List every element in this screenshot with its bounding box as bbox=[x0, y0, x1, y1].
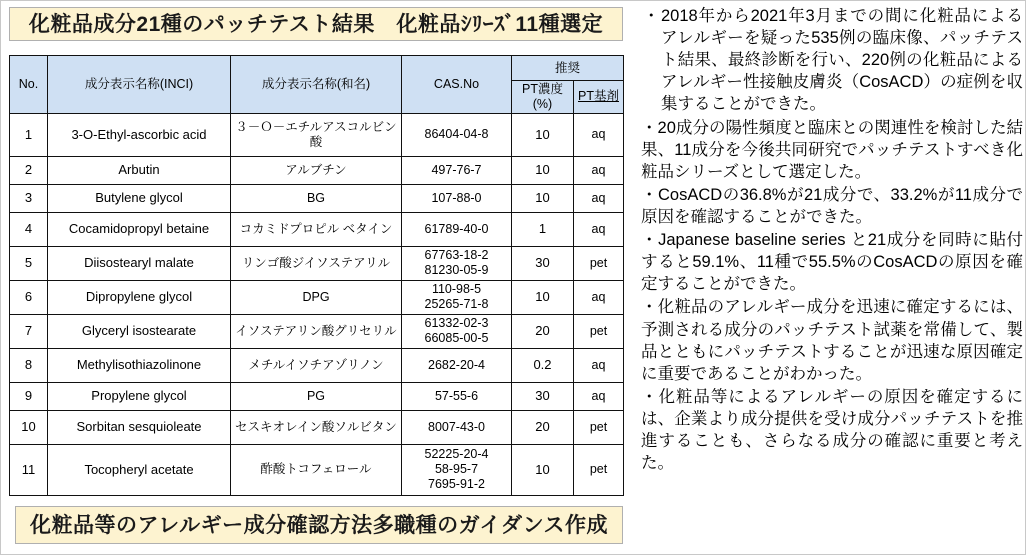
cell-cas: 86404-04-8 bbox=[402, 113, 512, 156]
table-row bbox=[10, 280, 624, 314]
cell-cas: 107-88-0 bbox=[402, 184, 512, 212]
table-row bbox=[10, 113, 624, 156]
table-row bbox=[10, 156, 624, 184]
title-banner-bottom: 化粧品等のアレルギー成分確認方法多職種のガイダンス作成 bbox=[15, 506, 623, 544]
cell-pt-concentration: 10 bbox=[512, 156, 574, 184]
cell-inci: Sorbitan sesquioleate bbox=[48, 410, 231, 444]
cell-no: 9 bbox=[10, 382, 48, 410]
cell-pt-concentration: 30 bbox=[512, 382, 574, 410]
cell-pt-concentration: 20 bbox=[512, 410, 574, 444]
cell-pt-base: aq bbox=[574, 382, 624, 410]
cell-inci: Dipropylene glycol bbox=[48, 280, 231, 314]
cell-pt-concentration: 30 bbox=[512, 246, 574, 280]
cell-pt-base: aq bbox=[574, 156, 624, 184]
cell-pt-base: pet bbox=[574, 246, 624, 280]
cell-cas: 2682-20-4 bbox=[402, 348, 512, 382]
note-item: ・ 2018年から2021年3月までの間に化粧品によるアレルギーを疑った535例の臨床像、パッチテスト結果、最終診断を行い、220例の化粧品によるアレルギー性接触皮膚炎（CosACD）の症例を収集することができた。 bbox=[643, 7, 1023, 114]
cell-jname: 酢酸トコフェロール bbox=[231, 444, 402, 495]
col-header-no: No. bbox=[10, 56, 48, 114]
cell-jname: コカミドプロピル ベタイン bbox=[231, 212, 402, 246]
table-row bbox=[10, 246, 624, 280]
cell-cas: 61789-40-0 bbox=[402, 212, 512, 246]
table-row bbox=[10, 444, 624, 495]
cell-no: 5 bbox=[10, 246, 48, 280]
col-header-recommend: 推奨 bbox=[512, 56, 624, 81]
cell-cas: 8007-43-0 bbox=[402, 410, 512, 444]
cell-jname: リンゴ酸ジイソステアリル bbox=[231, 246, 402, 280]
cell-no: 2 bbox=[10, 156, 48, 184]
col-header-pt-concentration: PT濃度(%) bbox=[512, 81, 574, 114]
cell-pt-base: aq bbox=[574, 348, 624, 382]
cell-inci: Tocopheryl acetate bbox=[48, 444, 231, 495]
bullet-icon: ・ bbox=[643, 7, 660, 25]
cell-inci: Glyceryl isostearate bbox=[48, 314, 231, 348]
cell-jname: ３－Ｏ－エチルアスコルビン酸 bbox=[231, 113, 402, 156]
cell-jname: アルブチン bbox=[231, 156, 402, 184]
cell-pt-concentration: 1 bbox=[512, 212, 574, 246]
cell-pt-concentration: 10 bbox=[512, 184, 574, 212]
table-body bbox=[10, 113, 624, 495]
cell-pt-concentration: 10 bbox=[512, 113, 574, 156]
table-row bbox=[10, 212, 624, 246]
note-item: ・化粧品のアレルギー成分を迅速に確定するには、予測される成分のパッチテスト試薬を常備して、製品とともにパッチテストすることが迅速な原因確定に重要であることがわかった。 bbox=[641, 298, 1023, 383]
cell-pt-concentration: 0.2 bbox=[512, 348, 574, 382]
cell-cas: 67763-18-2 81230-05-9 bbox=[402, 246, 512, 280]
cell-no: 1 bbox=[10, 113, 48, 156]
notes-column bbox=[641, 5, 1023, 550]
col-header-pt-base bbox=[574, 81, 624, 114]
table-head bbox=[10, 56, 624, 114]
table-row bbox=[10, 382, 624, 410]
cell-jname: BG bbox=[231, 184, 402, 212]
cell-jname: イソステアリン酸グリセリル bbox=[231, 314, 402, 348]
cell-no: 7 bbox=[10, 314, 48, 348]
cell-pt-concentration: 20 bbox=[512, 314, 574, 348]
cell-inci: Propylene glycol bbox=[48, 382, 231, 410]
cell-no: 10 bbox=[10, 410, 48, 444]
col-header-cas: CAS.No bbox=[402, 56, 512, 114]
cell-pt-base: pet bbox=[574, 314, 624, 348]
cell-pt-base: pet bbox=[574, 444, 624, 495]
cell-inci: Methylisothiazolinone bbox=[48, 348, 231, 382]
cell-no: 4 bbox=[10, 212, 48, 246]
title-banner-top: 化粧品成分21種のパッチテスト結果 化粧品ｼﾘｰｽﾞ11種選定 bbox=[9, 7, 623, 41]
cell-inci: Arbutin bbox=[48, 156, 231, 184]
note-item: ・化粧品等によるアレルギーの原因を確定するには、企業より成分提供を受け成分パッチテストを推進することも、さらなる成分の確認に重要と考えた。 bbox=[641, 387, 1023, 473]
cell-pt-concentration: 10 bbox=[512, 280, 574, 314]
table-row bbox=[10, 184, 624, 212]
cell-jname: メチルイソチアゾリノン bbox=[231, 348, 402, 382]
cell-no: 8 bbox=[10, 348, 48, 382]
cell-jname: DPG bbox=[231, 280, 402, 314]
cell-pt-base: aq bbox=[574, 184, 624, 212]
cell-pt-concentration: 10 bbox=[512, 444, 574, 495]
cell-inci: Diisostearyl malate bbox=[48, 246, 231, 280]
cell-no: 11 bbox=[10, 444, 48, 495]
cell-no: 6 bbox=[10, 280, 48, 314]
cell-cas: 110-98-5 25265-71-8 bbox=[402, 280, 512, 314]
cell-cas: 497-76-7 bbox=[402, 156, 512, 184]
table-head-row-1 bbox=[10, 56, 624, 81]
note-item: ・Japanese baseline series と21成分を同時に貼付すると59.1%、11種で55.5%のCosACDの原因を確定することができた。 bbox=[641, 231, 1023, 294]
cell-jname: PG bbox=[231, 382, 402, 410]
patch-test-table bbox=[9, 55, 624, 496]
cell-cas: 61332-02-3 66085-00-5 bbox=[402, 314, 512, 348]
cell-inci: Cocamidopropyl betaine bbox=[48, 212, 231, 246]
cell-pt-base: pet bbox=[574, 410, 624, 444]
patch-test-table-wrapper bbox=[9, 55, 623, 496]
col-header-inci: 成分表示名称(INCI) bbox=[48, 56, 231, 114]
cell-cas: 57-55-6 bbox=[402, 382, 512, 410]
cell-pt-base: aq bbox=[574, 212, 624, 246]
cell-inci: 3-O-Ethyl-ascorbic acid bbox=[48, 113, 231, 156]
cell-inci: Butylene glycol bbox=[48, 184, 231, 212]
note-item: ・CosACDの36.8%が21成分で、33.2%が11成分で原因を確認することができた。 bbox=[641, 185, 1023, 226]
cell-pt-base: aq bbox=[574, 113, 624, 156]
col-header-jname: 成分表示名称(和名) bbox=[231, 56, 402, 114]
cell-cas: 52225-20-4 58-95-7 7695-91-2 bbox=[402, 444, 512, 495]
col-header-pt-base-label: PT基剤 bbox=[578, 89, 619, 104]
note-item: ・20成分の陽性頻度と臨床との関連性を検討した結果、11成分を今後共同研究でパッチテストすべき化粧品シリーズとして選定した。 bbox=[641, 118, 1023, 181]
table-row bbox=[10, 410, 624, 444]
table-row bbox=[10, 348, 624, 382]
left-column bbox=[1, 1, 631, 556]
cell-pt-base: aq bbox=[574, 280, 624, 314]
cell-jname: セスキオレイン酸ソルビタン bbox=[231, 410, 402, 444]
cell-no: 3 bbox=[10, 184, 48, 212]
table-row bbox=[10, 314, 624, 348]
